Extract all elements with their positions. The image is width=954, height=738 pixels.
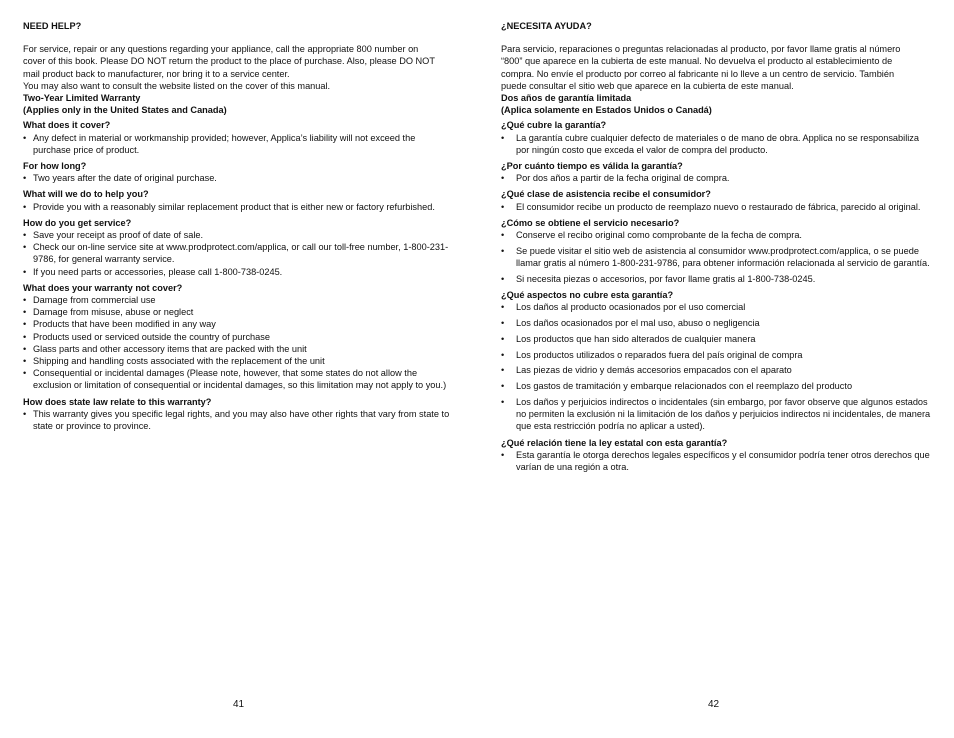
help-list xyxy=(501,201,931,213)
section-heading-exclusions: What does your warranty not cover? xyxy=(23,282,183,293)
intro-line: puede consultar el sitio web que aparece en la cubierta de este manual. xyxy=(501,80,794,91)
duration-list xyxy=(501,172,931,184)
state-law-list xyxy=(23,408,455,432)
list-item: • Two years after the date of original purchase. xyxy=(23,172,455,184)
list-item: • Save your receipt as proof of date of sale. xyxy=(23,229,455,241)
list-item: • Damage from commercial use xyxy=(23,294,455,306)
section-heading-help: What will we do to help you? xyxy=(23,189,149,200)
intro-line: You may also want to consult the website listed on the cover of this manual. xyxy=(23,80,331,91)
list-item: • La garantía cubre cualquier defecto de materiales o de mano de obra. Applica no se responsabiliza por ningún costo que exceda el valor de compra del producto. xyxy=(501,132,931,156)
coverage-list xyxy=(23,132,455,156)
coverage-list xyxy=(501,132,931,156)
intro-line: For service, repair or any questions regarding your appliance, call the appropriate 800 number on xyxy=(23,44,419,55)
list-item: • Products used or serviced outside the country of purchase xyxy=(23,331,455,343)
list-item: • Si necesita piezas o accesorios, por favor llame gratis al 1-800-738-0245. xyxy=(501,273,931,285)
exclusions-list xyxy=(501,301,931,432)
warranty-scope: (Applies only in the United States and Canada) xyxy=(23,105,227,116)
list-item: • Glass parts and other accessory items that are packed with the unit xyxy=(23,343,455,355)
list-item: • This warranty gives you specific legal rights, and you may also have other rights that vary from state to state or province to province. xyxy=(23,408,455,432)
list-item: • Any defect in material or workmanship provided; however, Applica’s liability will not exceed the purchase price of product. xyxy=(23,132,455,156)
warranty-title: Two-Year Limited Warranty xyxy=(23,93,141,104)
list-item: • Se puede visitar el sitio web de asistencia al consumidor www.prodprotect.com/applica, o se puede llamar gratis al número 1-800-231-9786, para obtener información relacionada al servicio de garantía. xyxy=(501,245,931,269)
intro-line: cover of this book. Please DO NOT return the product to the place of purchase. Also, please DO NOT xyxy=(23,56,435,67)
section-heading-coverage: ¿Qué cubre la garantía? xyxy=(501,120,607,131)
intro-line: “800” que aparece en la cubierta de este manual. No devuelva el producto al establecimiento de xyxy=(501,56,893,67)
section-heading-coverage: What does it cover? xyxy=(23,120,111,131)
list-item: • Conserve el recibo original como comprobante de la fecha de compra. xyxy=(501,229,931,241)
list-item: • Los daños y perjuicios indirectos o incidentales (sin embargo, por favor observe que algunos estados no permiten la exclusión ni la limitación de los daños y perjuicios indirectos ni incidentales, de manera que esta restricción podría no aplicar a usted). xyxy=(501,396,931,433)
section-heading-state-law: ¿Qué relación tiene la ley estatal con esta garantía? xyxy=(501,437,728,448)
list-item: • Por dos años a partir de la fecha original de compra. xyxy=(501,172,931,184)
service-list xyxy=(501,229,931,285)
list-item: • Shipping and handling costs associated with the replacement of the unit xyxy=(23,355,455,367)
list-item: • Los productos que han sido alterados de cualquier manera xyxy=(501,333,931,345)
section-heading-duration: ¿Por cuánto tiempo es válida la garantía? xyxy=(501,161,683,172)
intro-line: Para servicio, reparaciones o preguntas relacionadas al producto, por favor llame gratis al número xyxy=(501,44,901,55)
list-item: • If you need parts or accessories, please call 1-800-738-0245. xyxy=(23,266,455,278)
left-page-english xyxy=(23,20,455,432)
intro-line: mail product back to manufacturer, nor bring it to a service center. xyxy=(23,68,290,79)
section-heading-state-law: How does state law relate to this warranty? xyxy=(23,396,212,407)
need-help-title: ¿NECESITA AYUDA? xyxy=(501,21,592,31)
list-item: • Check our on-line service site at www.prodprotect.com/applica, or call our toll-free number, 1-800-231-9786, for general warranty service. xyxy=(23,241,455,265)
need-help-title: NEED HELP? xyxy=(23,21,82,31)
list-item: • Los productos utilizados o reparados fuera del país original de compra xyxy=(501,349,931,361)
list-item: • Products that have been modified in any way xyxy=(23,318,455,330)
list-item: • Esta garantía le otorga derechos legales específicos y el consumidor podría tener otros derechos que varían de una región a otra. xyxy=(501,449,931,473)
section-heading-exclusions: ¿Qué aspectos no cubre esta garantía? xyxy=(501,290,674,301)
list-item: • Los daños ocasionados por el mal uso, abuso o negligencia xyxy=(501,317,931,329)
section-heading-help: ¿Qué clase de asistencia recibe el consumidor? xyxy=(501,189,711,200)
duration-list xyxy=(23,172,455,184)
exclusions-list xyxy=(23,294,455,392)
warranty-scope: (Aplica solamente en Estados Unidos o Canadá) xyxy=(501,105,712,116)
help-list xyxy=(23,201,455,213)
list-item: • Provide you with a reasonably similar replacement product that is either new or factory refurbished. xyxy=(23,201,455,213)
warranty-title: Dos años de garantía limitada xyxy=(501,93,632,104)
section-heading-duration: For how long? xyxy=(23,161,87,172)
page-number-left: 41 xyxy=(233,699,245,710)
section-heading-service: ¿Cómo se obtiene el servicio necesario? xyxy=(501,217,680,228)
list-item: • Las piezas de vidrio y demás accesorios empacados con el aparato xyxy=(501,364,931,376)
list-item: • Consequential or incidental damages (Please note, however, that some states do not allow the exclusion or limitation of consequential or incidental damages, so this limitation may not apply to you.) xyxy=(23,367,455,391)
right-page-spanish xyxy=(501,20,931,473)
list-item: • Damage from misuse, abuse or neglect xyxy=(23,306,455,318)
state-law-list xyxy=(501,449,931,473)
service-list xyxy=(23,229,455,278)
list-item: • Los daños al producto ocasionados por el uso comercial xyxy=(501,301,931,313)
list-item: • El consumidor recibe un producto de reemplazo nuevo o restaurado de fábrica, parecido al original. xyxy=(501,201,931,213)
section-heading-service: How do you get service? xyxy=(23,217,132,228)
list-item: • Los gastos de tramitación y embarque relacionados con el reemplazo del producto xyxy=(501,380,931,392)
intro-line: compra. No envíe el producto por correo al fabricante ni lo lleve a un centro de servicio. También xyxy=(501,68,895,79)
page-number-right: 42 xyxy=(708,699,720,710)
